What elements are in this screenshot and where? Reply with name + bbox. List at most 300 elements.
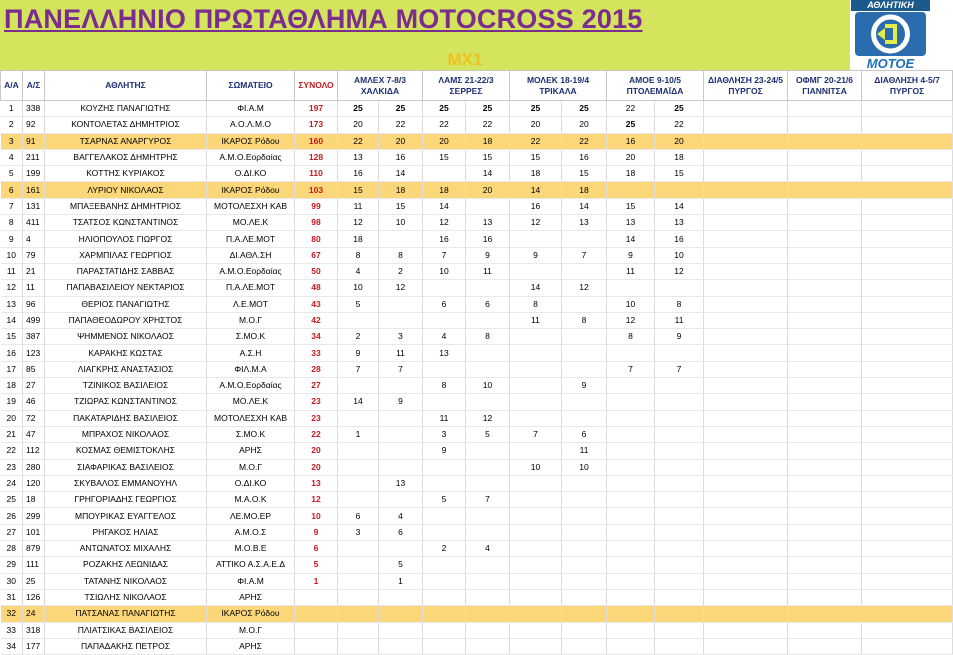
cell-empty-round: [862, 622, 953, 638]
table-row: [1, 198, 953, 214]
cell-score: 11: [510, 312, 562, 328]
cell-score: 11: [379, 345, 423, 361]
cell-score: [338, 492, 379, 508]
cell-score: [655, 394, 704, 410]
cell-pos: 12: [1, 280, 23, 296]
cell-score: [466, 394, 510, 410]
cell-score: [562, 231, 607, 247]
cell-score: [379, 378, 423, 394]
table-row: [1, 329, 953, 345]
cell-empty-round: [862, 215, 953, 231]
cell-score: 12: [607, 312, 655, 328]
cell-empty-round: [788, 345, 862, 361]
cell-score: [562, 606, 607, 622]
cell-score: [379, 410, 423, 426]
cell-empty-round: [788, 378, 862, 394]
cell-score: 9: [338, 345, 379, 361]
cell-empty-round: [862, 378, 953, 394]
cell-score: [379, 426, 423, 442]
cell-score: [655, 459, 704, 475]
cell-score: [466, 606, 510, 622]
cell-score: 13: [562, 215, 607, 231]
cell-score: [510, 638, 562, 654]
cell-club: ΙΚΑΡΟΣ Ρόδου: [207, 182, 295, 198]
cell-num: 120: [23, 475, 45, 491]
table-row: [1, 133, 953, 149]
table-row: [1, 443, 953, 459]
cell-score: 14: [510, 280, 562, 296]
cell-total: 98: [295, 215, 338, 231]
cell-score: [338, 312, 379, 328]
cell-score: [338, 638, 379, 654]
cell-score: [562, 296, 607, 312]
cell-empty-round: [862, 296, 953, 312]
cell-score: 22: [607, 101, 655, 117]
table-row: [1, 263, 953, 279]
cell-pos: 7: [1, 198, 23, 214]
cell-score: 25: [466, 101, 510, 117]
cell-score: 25: [607, 117, 655, 133]
cell-score: [562, 345, 607, 361]
table-row: [1, 426, 953, 442]
cell-score: [607, 394, 655, 410]
cell-score: 1: [338, 426, 379, 442]
cell-score: 16: [379, 149, 423, 165]
cell-empty-round: [788, 622, 862, 638]
cell-score: [379, 492, 423, 508]
cell-empty-round: [788, 459, 862, 475]
cell-score: 14: [655, 198, 704, 214]
cell-score: 9: [379, 394, 423, 410]
cell-score: [607, 410, 655, 426]
cell-empty-round: [788, 426, 862, 442]
cell-score: 22: [510, 133, 562, 149]
cell-score: 6: [466, 296, 510, 312]
cell-score: 5: [466, 426, 510, 442]
cell-empty-round: [704, 296, 788, 312]
cell-score: [607, 475, 655, 491]
cell-athlete: ΒΑΓΓΕΛΑΚΟΣ ΔΗΜΗΤΡΗΣ: [45, 149, 207, 165]
cell-score: 16: [466, 231, 510, 247]
cell-num: 126: [23, 589, 45, 605]
table-row: [1, 296, 953, 312]
cell-num: 25: [23, 573, 45, 589]
cell-score: [379, 638, 423, 654]
cell-pos: 29: [1, 557, 23, 573]
cell-score: 18: [562, 182, 607, 198]
cell-empty-round: [788, 541, 862, 557]
cell-score: 22: [562, 133, 607, 149]
cell-num: 47: [23, 426, 45, 442]
cell-score: 7: [655, 361, 704, 377]
cell-total: 48: [295, 280, 338, 296]
cell-empty-round: [704, 149, 788, 165]
cell-pos: 18: [1, 378, 23, 394]
cell-athlete: ΧΑΡΜΠΙΛΑΣ ΓΕΩΡΓΙΟΣ: [45, 247, 207, 263]
cell-score: [510, 475, 562, 491]
cell-num: 131: [23, 198, 45, 214]
cell-score: [338, 557, 379, 573]
cell-athlete: ΜΠΡΑΧΟΣ ΝΙΚΟΛΑΟΣ: [45, 426, 207, 442]
cell-score: [423, 638, 466, 654]
cell-score: [338, 589, 379, 605]
cell-empty-round: [788, 182, 862, 198]
cell-score: [379, 312, 423, 328]
cell-score: 14: [379, 166, 423, 182]
cell-score: [423, 508, 466, 524]
cell-athlete: ΤΣΑΡΝΑΣ ΑΝΑΡΓΥΡΟΣ: [45, 133, 207, 149]
cell-empty-round: [788, 638, 862, 654]
cell-athlete: ΤΣΑΤΣΟΣ ΚΩΝΣΤΑΝΤΙΝΟΣ: [45, 215, 207, 231]
table-row: [1, 589, 953, 605]
cell-empty-round: [862, 638, 953, 654]
cell-club: ΜΟΤΟΛΕΣΧΗ ΚΑΒ: [207, 198, 295, 214]
cell-score: 11: [423, 410, 466, 426]
logo-emblem-icon: [855, 12, 926, 56]
cell-score: [655, 410, 704, 426]
cell-athlete: ΤΖΙΩΡΑΣ ΚΩΝΣΤΑΝΤΙΝΟΣ: [45, 394, 207, 410]
cell-score: 6: [562, 426, 607, 442]
cell-score: 25: [423, 101, 466, 117]
cell-score: 8: [466, 329, 510, 345]
cell-athlete: ΚΟΝΤΟΛΕΤΑΣ ΔΗΜΗΤΡΙΟΣ: [45, 117, 207, 133]
cell-club: ΦΙ.Α.Μ: [207, 101, 295, 117]
cell-empty-round: [788, 573, 862, 589]
cell-athlete: ΣΚΥΒΑΛΟΣ ΕΜΜΑΝΟΥΗΛ: [45, 475, 207, 491]
cell-score: 11: [338, 198, 379, 214]
cell-club: Α.Μ.Ο.Σ: [207, 524, 295, 540]
cell-score: 25: [655, 101, 704, 117]
cell-club: Μ.Ο.Γ: [207, 622, 295, 638]
cell-total: 110: [295, 166, 338, 182]
cell-total: 50: [295, 263, 338, 279]
cell-empty-round: [788, 215, 862, 231]
cell-score: 13: [466, 215, 510, 231]
cell-score: 12: [338, 215, 379, 231]
cell-empty-round: [862, 492, 953, 508]
cell-empty-round: [788, 589, 862, 605]
cell-score: [423, 557, 466, 573]
cell-score: 8: [338, 247, 379, 263]
cell-club: ΑΤΤΙΚΟ Α.Σ.Α.Ε.Δ: [207, 557, 295, 573]
cell-score: 11: [607, 263, 655, 279]
cell-club: Ο.ΔΙ.ΚΟ: [207, 475, 295, 491]
cell-score: [466, 508, 510, 524]
cell-empty-round: [788, 198, 862, 214]
cell-athlete: ΣΙΑΦΑΡΙΚΑΣ ΒΑΣΙΛΕΙΟΣ: [45, 459, 207, 475]
cell-score: [338, 606, 379, 622]
cell-club: Α.Μ.Ο.Εορδαίας: [207, 378, 295, 394]
cell-score: 13: [423, 345, 466, 361]
cell-pos: 3: [1, 133, 23, 149]
page-title: ΠΑΝΕΛΛΗΝΙΟ ΠΡΩΤΑΘΛΗΜΑ MOTOCROSS 2015: [4, 4, 643, 34]
cell-score: 7: [466, 492, 510, 508]
cell-num: 85: [23, 361, 45, 377]
cell-score: 2: [379, 263, 423, 279]
cell-total: 173: [295, 117, 338, 133]
cell-empty-round: [788, 166, 862, 182]
cell-score: 20: [423, 133, 466, 149]
cell-club: ΑΡΗΣ: [207, 638, 295, 654]
cell-score: [338, 541, 379, 557]
cell-score: [423, 606, 466, 622]
cell-empty-round: [788, 557, 862, 573]
cell-empty-round: [704, 312, 788, 328]
cell-empty-round: [862, 247, 953, 263]
cell-athlete: ΡΟΖΑΚΗΣ ΛΕΩΝΙΔΑΣ: [45, 557, 207, 573]
cell-score: [562, 622, 607, 638]
cell-athlete: ΘΕΡΙΟΣ ΠΑΝΑΓΙΩΤΗΣ: [45, 296, 207, 312]
cell-score: 10: [562, 459, 607, 475]
cell-pos: 25: [1, 492, 23, 508]
cell-empty-round: [788, 263, 862, 279]
cell-total: 43: [295, 296, 338, 312]
cell-score: [607, 573, 655, 589]
cell-score: [338, 378, 379, 394]
table-row: [1, 117, 953, 133]
table-row: [1, 345, 953, 361]
cell-athlete: ΚΟΣΜΑΣ ΘΕΜΙΣΤΟΚΛΗΣ: [45, 443, 207, 459]
cell-empty-round: [788, 312, 862, 328]
table-row: [1, 215, 953, 231]
cell-score: [562, 263, 607, 279]
cell-score: [466, 475, 510, 491]
cell-score: [338, 443, 379, 459]
cell-score: [562, 638, 607, 654]
cell-score: [379, 231, 423, 247]
cell-score: [562, 475, 607, 491]
cell-score: 3: [379, 329, 423, 345]
cell-athlete: ΜΠΟΥΡΙΚΑΣ ΕΥΑΓΓΕΛΟΣ: [45, 508, 207, 524]
cell-empty-round: [704, 247, 788, 263]
table-row: [1, 524, 953, 540]
col-header-club: ΣΩΜΑΤΕΙΟ: [207, 71, 295, 101]
cell-score: [423, 394, 466, 410]
cell-score: [655, 378, 704, 394]
cell-score: 13: [607, 215, 655, 231]
cell-athlete: ΠΑΤΣΑΝΑΣ ΠΑΝΑΓΙΩΤΗΣ: [45, 606, 207, 622]
cell-num: 91: [23, 133, 45, 149]
cell-score: 25: [379, 101, 423, 117]
cell-athlete: ΜΠΑΞΕΒΑΝΗΣ ΔΗΜΗΤΡΙΟΣ: [45, 198, 207, 214]
cell-score: [655, 508, 704, 524]
cell-score: 4: [338, 263, 379, 279]
cell-empty-round: [704, 557, 788, 573]
cell-score: 12: [379, 280, 423, 296]
cell-pos: 8: [1, 215, 23, 231]
cell-empty-round: [788, 247, 862, 263]
cell-empty-round: [704, 524, 788, 540]
class-label: MX1: [447, 50, 483, 69]
cell-score: 7: [510, 426, 562, 442]
cell-empty-round: [704, 443, 788, 459]
cell-score: [510, 329, 562, 345]
cell-score: [466, 557, 510, 573]
cell-score: [466, 312, 510, 328]
cell-empty-round: [862, 426, 953, 442]
cell-pos: 16: [1, 345, 23, 361]
cell-score: [607, 443, 655, 459]
cell-score: [562, 394, 607, 410]
header-row: [1, 71, 953, 101]
cell-score: 13: [655, 215, 704, 231]
cell-empty-round: [788, 329, 862, 345]
cell-score: [510, 378, 562, 394]
cell-num: 27: [23, 378, 45, 394]
cell-score: [562, 410, 607, 426]
cell-total: 28: [295, 361, 338, 377]
cell-club: Α.Ο.Λ.Μ.Ο: [207, 117, 295, 133]
cell-score: 22: [338, 133, 379, 149]
cell-score: [510, 410, 562, 426]
cell-empty-round: [704, 541, 788, 557]
cell-empty-round: [788, 280, 862, 296]
cell-empty-round: [862, 280, 953, 296]
cell-score: [562, 329, 607, 345]
cell-empty-round: [788, 508, 862, 524]
cell-score: 11: [466, 263, 510, 279]
cell-total: 197: [295, 101, 338, 117]
cell-pos: 13: [1, 296, 23, 312]
cell-club: ΦΙΛ.Μ.Α: [207, 361, 295, 377]
cell-athlete: ΚΑΡΑΚΗΣ ΚΩΣΤΑΣ: [45, 345, 207, 361]
cell-score: 13: [379, 475, 423, 491]
cell-score: [423, 166, 466, 182]
cell-num: 177: [23, 638, 45, 654]
table-row: [1, 508, 953, 524]
cell-empty-round: [862, 166, 953, 182]
cell-empty-round: [862, 589, 953, 605]
cell-empty-round: [788, 410, 862, 426]
table-row: [1, 573, 953, 589]
cell-total: 33: [295, 345, 338, 361]
table-row: [1, 247, 953, 263]
cell-pos: 6: [1, 182, 23, 198]
cell-pos: 21: [1, 426, 23, 442]
cell-score: [607, 345, 655, 361]
cell-num: 199: [23, 166, 45, 182]
cell-score: 18: [655, 149, 704, 165]
cell-score: 15: [379, 198, 423, 214]
cell-score: 10: [510, 459, 562, 475]
cell-empty-round: [862, 133, 953, 149]
cell-num: 123: [23, 345, 45, 361]
cell-score: [466, 638, 510, 654]
col-header-round-6: ΟΦΜΓ 20-21/6 ΓΙΑΝΝΙΤΣΑ: [788, 71, 862, 101]
cell-empty-round: [704, 345, 788, 361]
cell-num: 111: [23, 557, 45, 573]
cell-score: [466, 589, 510, 605]
cell-club: Μ.Α.Ο.Κ: [207, 492, 295, 508]
cell-score: [379, 443, 423, 459]
cell-score: [655, 622, 704, 638]
cell-empty-round: [788, 443, 862, 459]
cell-club: ΜΟ.ΛΕ.Κ: [207, 394, 295, 410]
cell-pos: 15: [1, 329, 23, 345]
cell-score: 4: [379, 508, 423, 524]
cell-empty-round: [788, 394, 862, 410]
cell-num: 499: [23, 312, 45, 328]
cell-athlete: ΚΟΤΤΗΣ ΚΥΡΙΑΚΟΣ: [45, 166, 207, 182]
cell-pos: 30: [1, 573, 23, 589]
cell-score: [607, 638, 655, 654]
cell-score: 16: [338, 166, 379, 182]
cell-score: [607, 492, 655, 508]
cell-athlete: ΓΡΗΓΟΡΙΑΔΗΣ ΓΕΩΡΓΙΟΣ: [45, 492, 207, 508]
cell-empty-round: [788, 149, 862, 165]
cell-empty-round: [704, 198, 788, 214]
cell-club: Α.Μ.Ο.Εορδαίας: [207, 149, 295, 165]
cell-score: 1: [379, 573, 423, 589]
cell-club: Μ.Ο.Β.Ε: [207, 541, 295, 557]
cell-score: [607, 508, 655, 524]
table-row: [1, 101, 953, 117]
cell-score: [423, 280, 466, 296]
cell-empty-round: [788, 117, 862, 133]
cell-score: 11: [562, 443, 607, 459]
cell-club: Λ.Ε.ΜΟΤ: [207, 296, 295, 312]
cell-empty-round: [704, 622, 788, 638]
cell-athlete: ΠΑΠΑΔΑΚΗΣ ΠΕΤΡΟΣ: [45, 638, 207, 654]
cell-pos: 28: [1, 541, 23, 557]
cell-pos: 22: [1, 443, 23, 459]
cell-score: [655, 524, 704, 540]
cell-num: 211: [23, 149, 45, 165]
cell-score: [655, 443, 704, 459]
cell-club: Π.Α.ΛΕ.ΜΟΤ: [207, 280, 295, 296]
cell-score: 5: [338, 296, 379, 312]
cell-athlete: ΤΖΙΝΙΚΟΣ ΒΑΣΙΛΕΙΟΣ: [45, 378, 207, 394]
cell-empty-round: [704, 329, 788, 345]
cell-score: [510, 589, 562, 605]
cell-club: ΙΚΑΡΟΣ Ρόδου: [207, 606, 295, 622]
cell-score: 22: [423, 117, 466, 133]
col-header-round-5: ΔΙΑΘΛΗΣΗ 23-24/5 ΠΥΡΓΟΣ: [704, 71, 788, 101]
cell-score: 9: [510, 247, 562, 263]
cell-total: 103: [295, 182, 338, 198]
cell-score: [510, 492, 562, 508]
cell-score: [510, 443, 562, 459]
cell-score: [510, 361, 562, 377]
cell-score: [607, 459, 655, 475]
cell-empty-round: [704, 492, 788, 508]
cell-empty-round: [862, 557, 953, 573]
table-row: [1, 378, 953, 394]
table-row: [1, 394, 953, 410]
cell-pos: 31: [1, 589, 23, 605]
cell-empty-round: [704, 280, 788, 296]
cell-score: 14: [510, 182, 562, 198]
cell-score: 8: [562, 312, 607, 328]
cell-score: 8: [510, 296, 562, 312]
cell-empty-round: [862, 182, 953, 198]
cell-score: 20: [562, 117, 607, 133]
table-row: [1, 166, 953, 182]
cell-empty-round: [788, 475, 862, 491]
table-row: [1, 280, 953, 296]
cell-score: 2: [338, 329, 379, 345]
cell-empty-round: [704, 361, 788, 377]
cell-score: [423, 524, 466, 540]
cell-total: 34: [295, 329, 338, 345]
cell-score: [562, 541, 607, 557]
cell-total: 99: [295, 198, 338, 214]
cell-total: 42: [295, 312, 338, 328]
cell-score: 20: [510, 117, 562, 133]
cell-score: 20: [607, 149, 655, 165]
cell-score: [338, 475, 379, 491]
cell-score: [562, 589, 607, 605]
